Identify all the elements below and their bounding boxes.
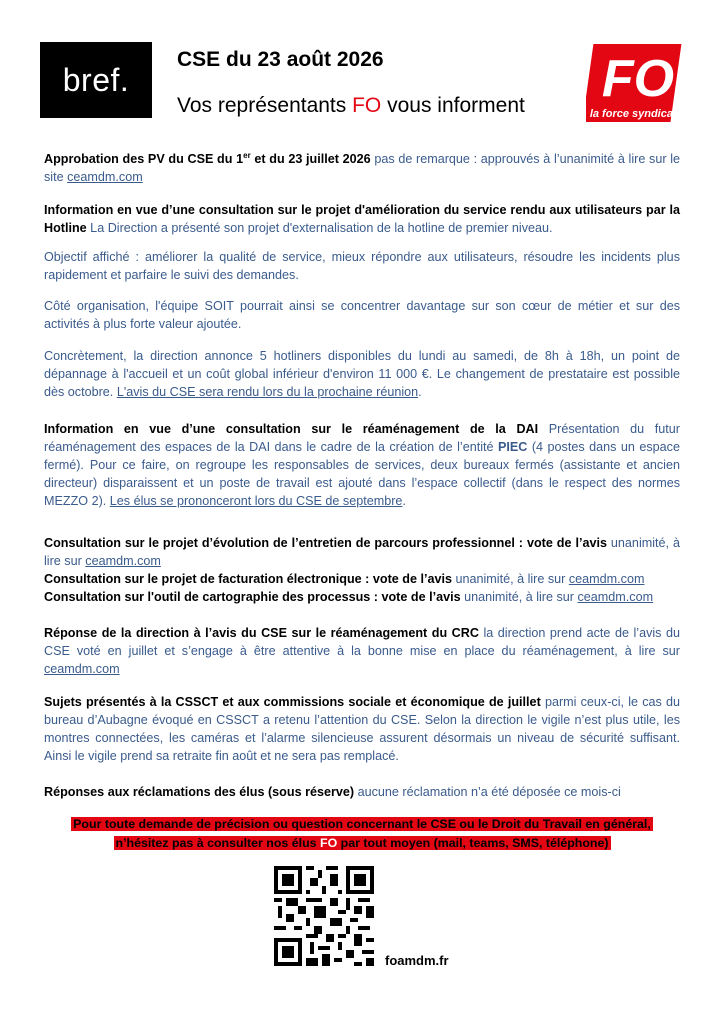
ceamdm-link[interactable]: ceamdm.com xyxy=(568,572,645,586)
section-pv-approval: Approbation des PV du CSE du 1er et du 23 juillet 2026 pas de remarque : approuvés à l’unanimité à lire sur le site ceamdm.com xyxy=(44,151,681,185)
ceamdm-link[interactable]: ceamdm.com xyxy=(67,170,143,185)
section-hotline: Information en vue d’une consultation sur le projet d'amélioration du service rendu aux utilisateurs par la Hotline La Direction a présenté son projet d'externalisation de la hotline de premier niveau. xyxy=(44,203,680,235)
hotline-objective: Objectif affiché : améliorer la qualité de service, mieux répondre aux utilisateurs, résoudre les incidents plus rapidement et parfaire le suivi des demandes. xyxy=(44,250,680,282)
section-crc: Réponse de la direction à l’avis du CSE sur le réaménagement du CRC la direction prend acte de l’avis du CSE voté en juillet et s’engage à être attentive à la bonne mise en place du réaménagement, à lire sur ceamdm.com xyxy=(44,626,680,676)
brand-logo: bref. xyxy=(40,42,152,118)
subtitle-text: Vos représentants xyxy=(177,94,353,117)
section-dai: Information en vue d’une consultation sur le réaménagement de la DAI Présentation du futur réaménagement des espaces de la DAI dans le cadre de la création de l’entité PIEC (4 postes dans un espace fermé). Pour ce faire, on regroupe les responsables de services, deux bureaux fermés (assistante et ancien directeur) disparaissent et un poste de travail est ajouté dans l’espace collectif (dans le respect des normes MEZZO 2). Les élus se prononceront lors du CSE de septembre. xyxy=(44,422,680,508)
section-consultations xyxy=(44,534,680,606)
contact-banner xyxy=(40,815,684,853)
fo-logo xyxy=(586,40,686,126)
section-reclamations: Réponses aux réclamations des élus (sous réserve) aucune réclamation n’a été déposée ce mois-ci xyxy=(44,785,621,799)
subtitle-fo: FO xyxy=(352,94,382,117)
page-subtitle xyxy=(177,94,525,118)
section-cssct: Sujets présentés à la CSSCT et aux commissions sociale et économique de juillet parmi ceux-ci, le cas du bureau d’Aubagne évoqué en CSSCT a retenu l’attention du CSE. Selon la direction le vigile n’est plus utile, les montres connectées, les caméras et l’alarme silencieuse assurent désormais un niveau de sécurité suffisant. Ainsi le vigile prend sa retraite fin août et ne sera pas remplacé. xyxy=(44,695,680,763)
consultation-entretien: Consultation sur le projet d’évolution de l’entretien de parcours professionnel : vote de l’avis unanimité, à lire sur ceamdm.com xyxy=(44,536,680,568)
ceamdm-link[interactable]: ceamdm.com xyxy=(85,554,161,568)
subtitle-text-end: vous informent xyxy=(381,94,525,117)
consultation-facturation: Consultation sur le projet de facturation électronique : vote de l’avis unanimité, à lire sur ceamdm.com xyxy=(44,572,645,586)
hotline-details: Concrètement, la direction annonce 5 hotliners disponibles du lundi au samedi, de 8h à 18h, un point de dépannage à l'accueil et un coût global inférieur d'environ 11 000 €. Le changement de prestataire est possible dès octobre. L'avis du CSE sera rendu lors du la prochaine réunion. xyxy=(44,349,680,399)
contact-line-1: Pour toute demande de précision ou question concernant le CSE ou le Droit du Travail en général, xyxy=(73,817,651,831)
contact-line-2: n’hésitez pas à consulter nos élus FO par tout moyen (mail, teams, SMS, téléphone) xyxy=(115,836,609,850)
site-url[interactable]: foamdm.fr xyxy=(385,953,449,968)
consultation-cartographie: Consultation sur l'outil de cartographie des processus : vote de l’avis unanimité, à lire sur ceamdm.com xyxy=(44,590,654,604)
hotline-organisation: Côté organisation, l'équipe SOIT pourrait ainsi se concentrer davantage sur son cœur de métier et sur des activités à plus forte valeur ajoutée. xyxy=(44,299,680,331)
fo-logo-tagline: la force syndicale xyxy=(589,108,683,120)
ceamdm-link[interactable]: ceamdm.com xyxy=(577,590,654,604)
fo-logo-text: FO xyxy=(601,50,675,108)
ceamdm-link[interactable]: ceamdm.com xyxy=(44,662,120,676)
page-title: CSE du 23 août 2026 xyxy=(177,48,384,71)
qr-code[interactable] xyxy=(274,866,374,966)
